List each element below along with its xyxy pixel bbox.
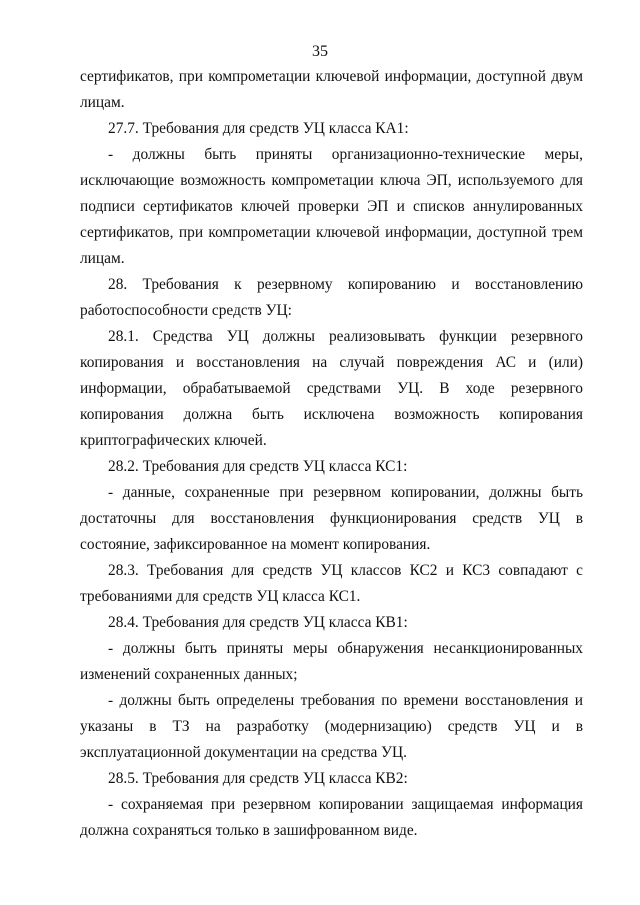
section-28-5-heading: 28.5. Требования для средств УЦ класса КВ2: bbox=[108, 770, 408, 787]
list-item-kv1-1: - должны быть приняты меры обнаружения несанкционированных изменений сохраненных данных; bbox=[80, 640, 583, 683]
section-28-1: 28.1. Средства УЦ должны реализовывать функции резервного копирования и восстановления на случай повреждения АС и (или) информации, обрабатываемой средствами УЦ. В ходе резервного копирования должна быть исключена возможность копирования криптографических ключей. bbox=[80, 328, 583, 449]
section-27-7-heading: 27.7. Требования для средств УЦ класса КА1: bbox=[108, 120, 409, 137]
list-item-ka1: - должны быть приняты организационно-технические меры, исключающие возможность компрометации ключа ЭП, используемого для подписи сертификатов ключей проверки ЭП и списков аннулированных сертификатов, при компрометации ключевой информации, доступной трем лицам. bbox=[80, 146, 583, 267]
list-item-kv1-2: - должны быть определены требования по времени восстановления и указаны в ТЗ на разработку (модернизацию) средств УЦ и в эксплуатационной документации на средства УЦ. bbox=[80, 692, 583, 761]
section-28-4-heading: 28.4. Требования для средств УЦ класса КВ1: bbox=[108, 614, 408, 631]
section-28-heading: 28. Требования к резервному копированию и восстановлению работоспособности средств УЦ: bbox=[80, 276, 583, 319]
section-28-2-heading: 28.2. Требования для средств УЦ класса КС1: bbox=[108, 458, 408, 475]
section-28-3: 28.3. Требования для средств УЦ классов КС2 и КС3 совпадают с требованиями для средств УЦ класса КС1. bbox=[80, 562, 583, 605]
paragraph-continuation: сертификатов, при компрометации ключевой информации, доступной двум лицам. bbox=[80, 68, 583, 111]
list-item-kv2: - сохраняемая при резервном копировании защищаемая информация должна сохраняться только в зашифрованном виде. bbox=[80, 796, 583, 839]
list-item-ks1: - данные, сохраненные при резервном копировании, должны быть достаточны для восстановления функционирования средств УЦ в состояние, зафиксированное на момент копирования. bbox=[80, 484, 583, 553]
document-body bbox=[80, 64, 583, 844]
page-number: 35 bbox=[312, 43, 328, 60]
